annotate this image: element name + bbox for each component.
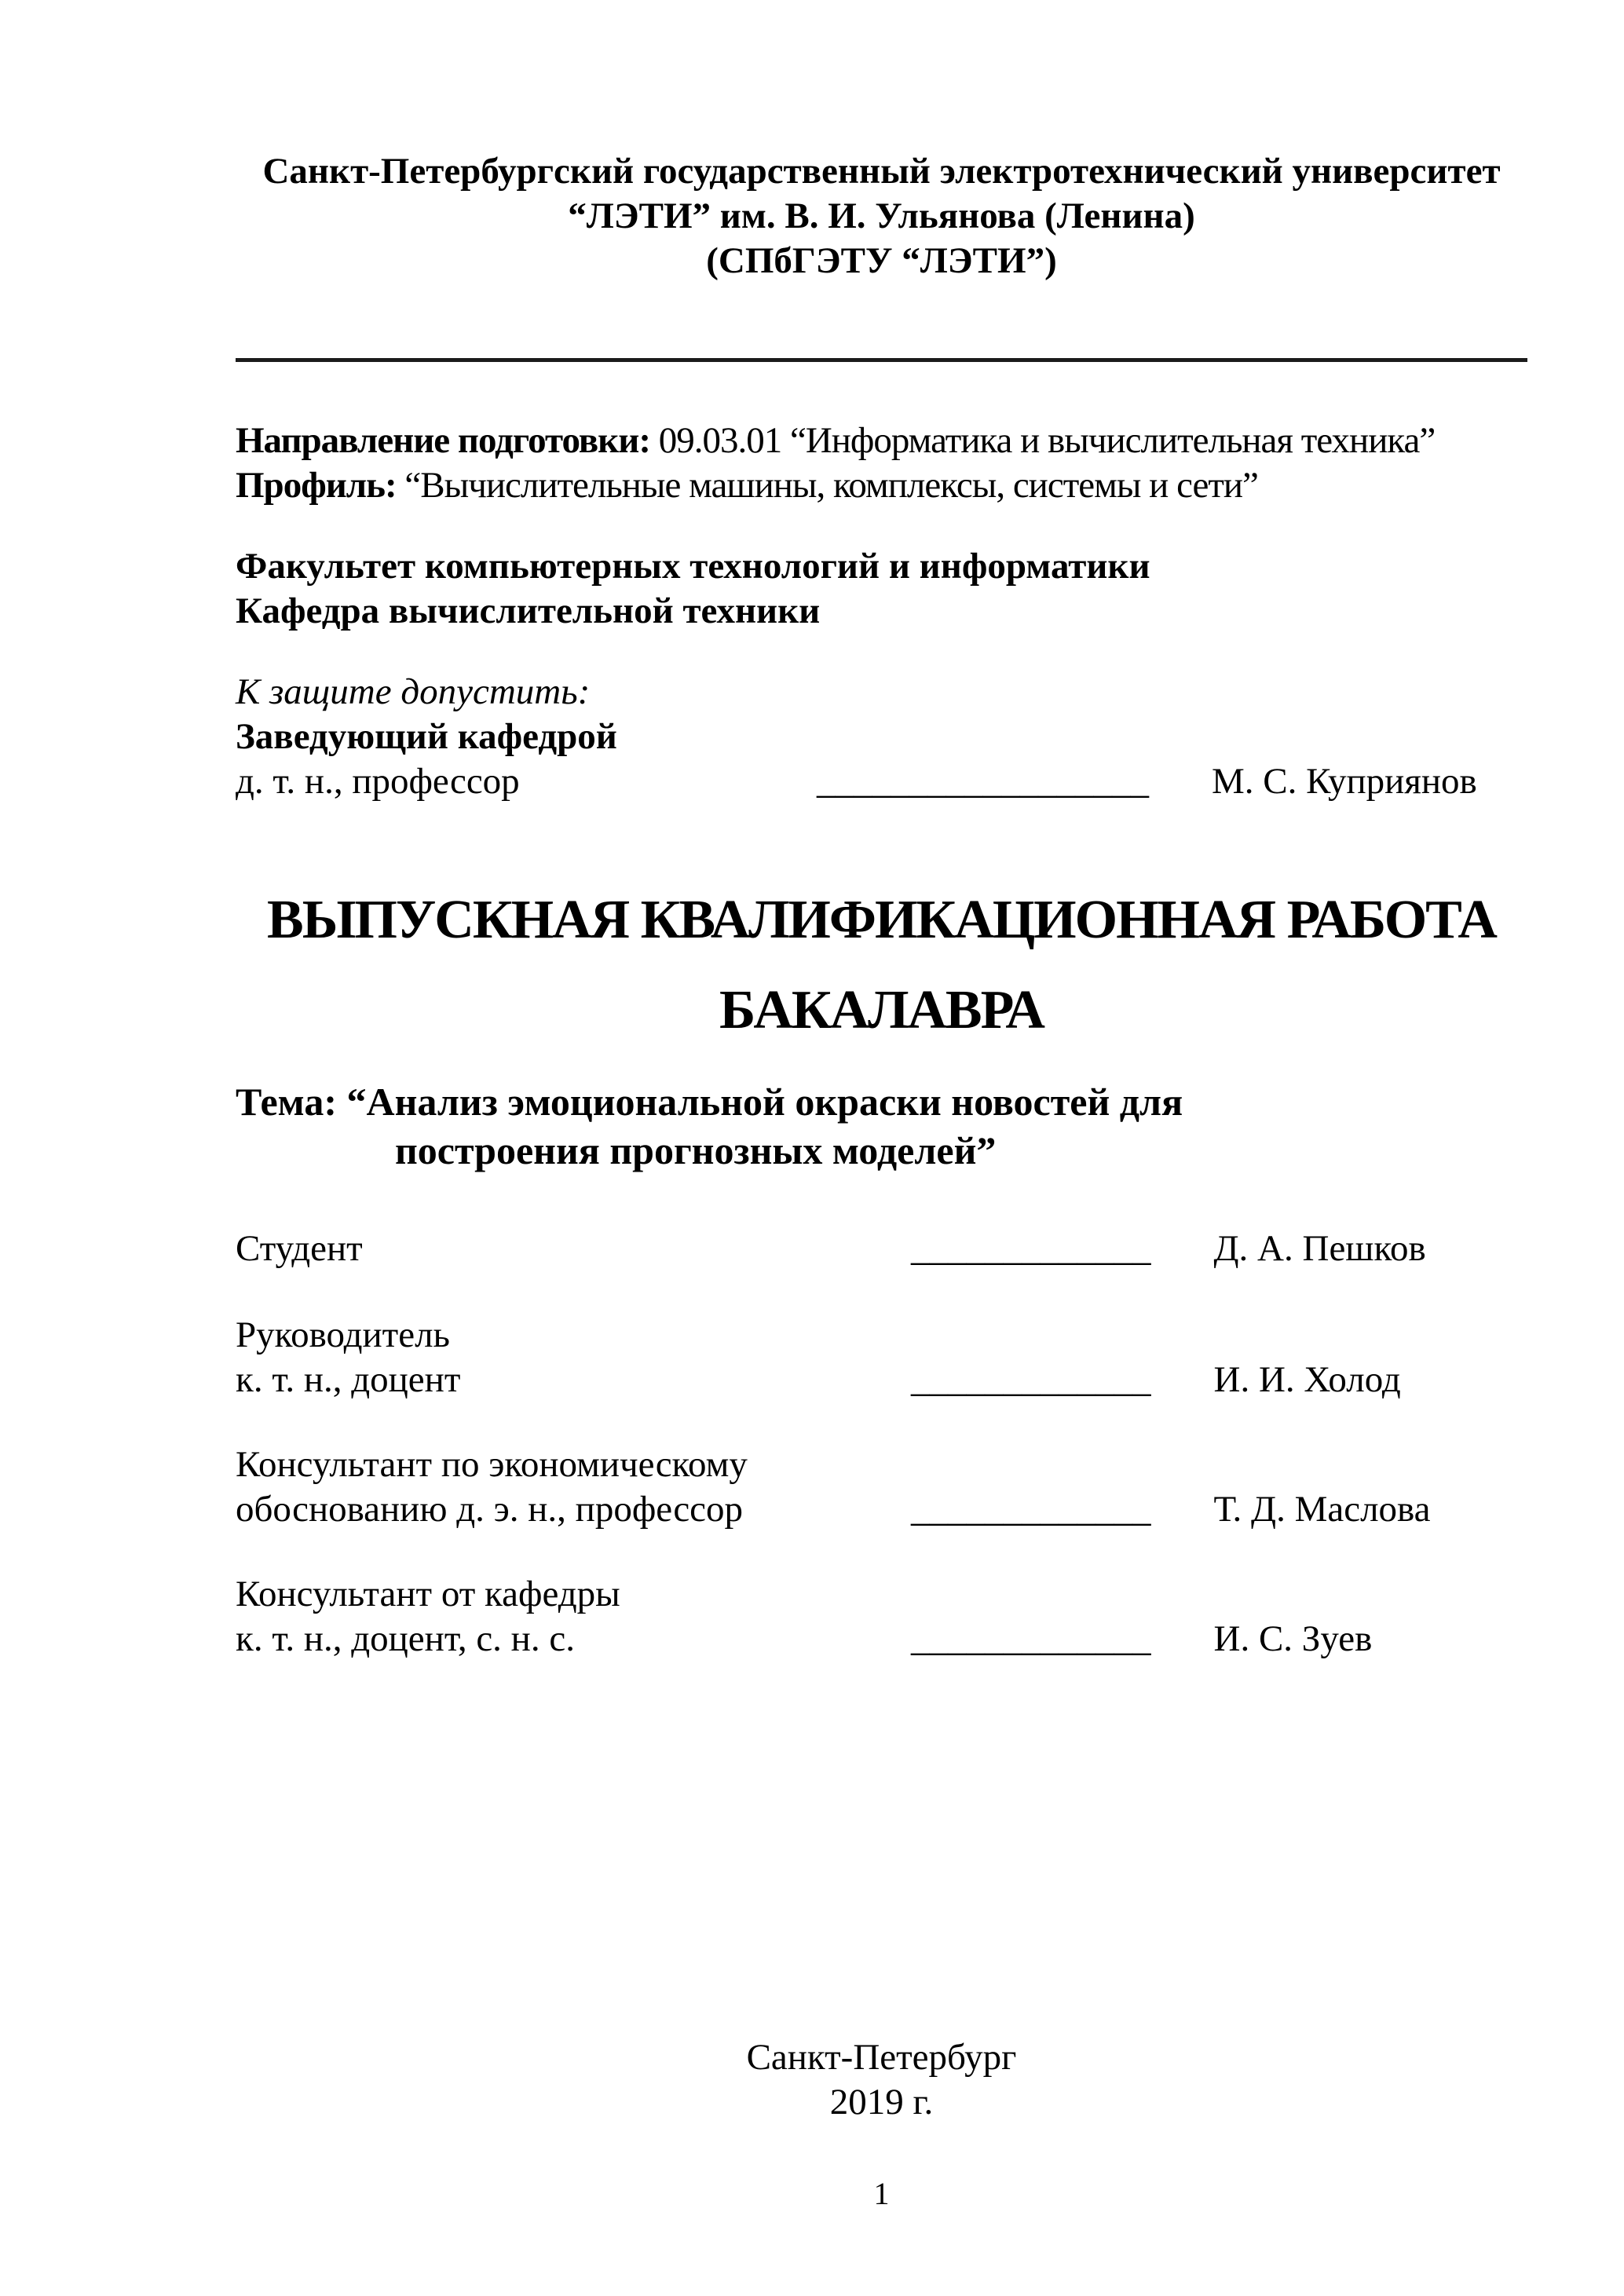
signer-name: Т. Д. Маслова xyxy=(1213,1489,1431,1530)
footer-city-year xyxy=(236,2035,1527,2125)
university-name-line3: (СПбГЭТУ “ЛЭТИ”) xyxy=(706,240,1057,281)
signer-role xyxy=(236,1227,911,1271)
university-name-line1: Санкт-Петербургский государственный электротехнический университет xyxy=(262,151,1501,192)
signer-role-line1: Студент xyxy=(236,1228,363,1269)
head-degree: д. т. н., профессор xyxy=(236,761,520,802)
signers-block xyxy=(236,1227,1527,1662)
signer-role-line2: к. т. н., доцент xyxy=(236,1359,461,1400)
signer-role-line1: Руководитель xyxy=(236,1314,450,1355)
profile-label: Профиль: xyxy=(236,465,397,506)
signer-name: И. И. Холод xyxy=(1213,1359,1401,1400)
theme-line2: построения прогнозных моделей” xyxy=(395,1128,997,1172)
signer-row-department-consultant xyxy=(236,1572,1527,1662)
direction-value: 09.03.01 “Информатика и вычислительная техника” xyxy=(649,420,1436,461)
signature-blank: _____________ xyxy=(911,1228,1151,1269)
head-of-department-title: Заведующий кафедрой xyxy=(236,716,617,757)
theme-line1: Тема: “Анализ эмоциональной окраски новостей для xyxy=(236,1080,1183,1124)
theme-block xyxy=(236,1077,1527,1175)
header-divider-rule xyxy=(236,358,1527,362)
signature-blank: _____________ xyxy=(911,1489,1151,1530)
signature-blank: _____________ xyxy=(911,1359,1151,1400)
signer-name: Д. А. Пешков xyxy=(1213,1228,1426,1269)
work-title-line2: БАКАЛАВРА xyxy=(719,980,1044,1040)
page-number: 1 xyxy=(873,2176,890,2211)
city: Санкт-Петербург xyxy=(746,2037,1017,2078)
year: 2019 г. xyxy=(829,2082,934,2122)
faculty-department xyxy=(236,544,1527,634)
signer-role-line2: обоснованию д. э. н., профессор xyxy=(236,1489,744,1530)
approval-signature-row xyxy=(236,759,1527,804)
signer-role xyxy=(236,1313,911,1402)
approval-block xyxy=(236,670,1527,804)
university-name-line2: “ЛЭТИ” им. В. И. Ульянова (Ленина) xyxy=(568,196,1195,236)
signer-row-supervisor xyxy=(236,1313,1527,1402)
faculty-line: Факультет компьютерных технологий и информатики xyxy=(236,546,1150,587)
department-line: Кафедра вычислительной техники xyxy=(236,590,821,631)
admit-note: К защите допустить: xyxy=(236,671,591,712)
work-title-line1: ВЫПУСКНАЯ КВАЛИФИКАЦИОННАЯ РАБОТА xyxy=(267,890,1496,950)
program-info xyxy=(236,419,1527,508)
signer-role xyxy=(236,1572,911,1662)
direction-label: Направление подготовки: xyxy=(236,420,650,461)
university-header xyxy=(236,149,1527,283)
signer-role-line1: Консультант от кафедры xyxy=(236,1574,620,1614)
signature-blank: __________________ xyxy=(817,761,1149,802)
profile-value: “Вычислительные машины, комплексы, системы и сети” xyxy=(396,465,1258,506)
signature-blank: _____________ xyxy=(911,1618,1151,1659)
profile-line xyxy=(236,463,1527,508)
signer-row-student xyxy=(236,1227,1527,1271)
direction-line xyxy=(236,419,1527,463)
head-name: М. С. Куприянов xyxy=(1212,761,1477,802)
signer-name: И. С. Зуев xyxy=(1213,1618,1373,1659)
signer-role-line1: Консультант по экономическому xyxy=(236,1444,748,1485)
signer-role-line2: к. т. н., доцент, с. н. с. xyxy=(236,1618,575,1659)
work-title xyxy=(236,875,1527,1055)
signer-row-economics-consultant xyxy=(236,1442,1527,1532)
signer-role xyxy=(236,1442,911,1532)
